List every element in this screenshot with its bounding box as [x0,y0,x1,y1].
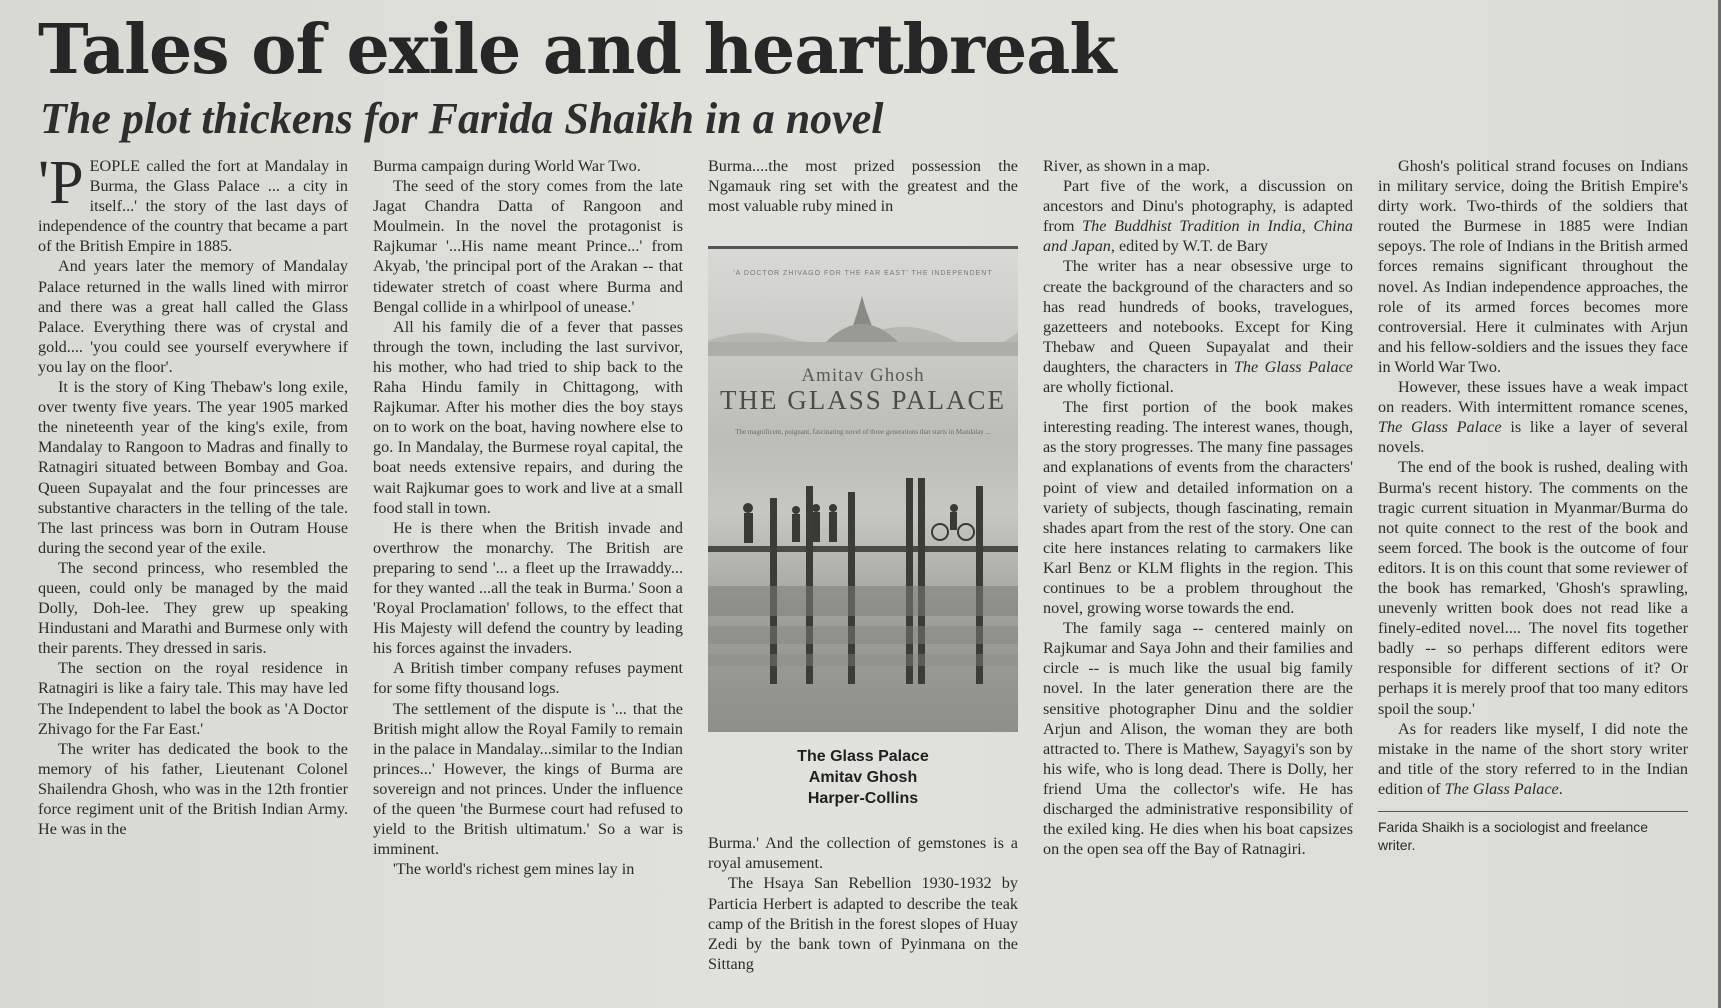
paragraph [1043,256,1353,397]
paragraph: Ghosh's political strand focuses on Indians in military service, doing the British Empire's dirty work. Two-thirds of the soldiers that routed the Burmese in 1885 were Indian sepoys. The role of Indians in the British armed forces remains significant throughout the novel. As Indian independence approaches, the role of its armed forces becomes more controversial. Here it culminates with Arjun and his fellow-soldiers and the issues they face in World War Two. [1378,157,1688,376]
subheadline: The plot thickens for Farida Shaikh in a novel [40,94,884,143]
paragraph [1378,719,1688,799]
caption-publisher: Harper-Collins [807,790,919,808]
paragraph-text: , edited by W.T. de Bary [1110,237,1268,256]
paragraph: It is the story of King Thebaw's long exile, over twenty five years. The year 1905 marked the nineteenth year of the king's exile, from Mandalay to Rangoon to Madras and finally to Ratnagiri situated between Bombay and Goa. Queen Supayalat and the four princesses are substantive characters in the telling of the tale. The last princess was born in Outram House during the second year of the exile. [38,378,348,557]
footnote-rule [1378,811,1688,812]
paragraph-text: is like a layer of several novels. [1378,418,1688,457]
paragraph: The section on the royal residence in Ratnagiri is like a fairy tale. This may have led The Independent to label the book as 'A Doctor Zhivago for the Far East.' [38,659,348,738]
paragraph: The seed of the story comes from the late Jagat Chandra Datta of Rangoon and Moulmein. In the novel the protagonist is Rajkumar '...His name meant Prince...' from Akyab, 'the principal port of the Arakan -- that tidewater stretch of coast where Burma and Bengal collide in a whirlpool of unease.' [373,177,683,316]
paragraph: Burma campaign during World War Two. [373,157,641,175]
column-3 [708,156,1018,986]
article-columns [38,156,1687,986]
book-title: The Glass Palace [1378,418,1502,437]
drop-cap: 'P [38,156,84,217]
paragraph: The Hsaya San Rebellion 1930-1932 by Particia Herbert is adapted to describe the teak camp of the British in the forest slopes of Huay Zedi by the bank town of Pyinmana on the Sittang [708,874,1018,973]
paragraph: And years later the memory of Mandalay Palace returned in the walls lined with mirror and there was a great hall called the Glass Palace. Everything there was of crystal and gold.... 'you could see yourself everywhere if you lay on the floor'. [38,257,348,376]
column-1 [38,156,348,986]
paragraph-text: are wholly fictional. [1043,378,1174,397]
paragraph: The first portion of the book makes interesting reading. The interest wanes, though, as the story progresses. The many fine passages and explanations of events from the characters' point of view and detailed information on a variety of subjects, though fascinating, remain shades apart from the rest of the story. One can cite here instances relating to carmakers like Karl Benz or KLM flights in the region. This continues to be a problem throughout the novel, growing worse towards the end. [1043,398,1353,618]
paragraph: The second princess, who resembled the queen, could only be managed by the maid Dolly, Doh-lee. They grew up speaking Hindustani and Marathi and Burmese only with their parents. They dressed in saris. [38,558,348,658]
book-title: The Glass Palace [1444,779,1559,798]
paragraph: 'The world's richest gem mines lay in [393,860,635,879]
paragraph [38,156,348,256]
headline: Tales of exile and heartbreak [38,10,1116,90]
paragraph [1043,176,1353,256]
book-title: The Buddhist Tradition in India, China and Japan [1043,217,1353,256]
book-title: The Glass Palace [1233,357,1353,376]
column-5 [1378,156,1688,986]
paragraph-text: EOPLE called the fort at Mandalay in Burma, the Glass Palace ... a city in itself...' the story of the last days of independence of the country that became a part of the British Empire in 1885. [38,157,348,256]
cover-tagline: 'A DOCTOR ZHIVAGO FOR THE FAR EAST' THE INDEPENDENT [733,270,993,278]
paragraph: Burma....the most prized possession the Ngamauk ring set with the greatest and the most valuable ruby mined in [708,157,1018,216]
paragraph: A British timber company refuses payment for some fifty thousand logs. [373,659,683,698]
paragraph-text: The writer has a near obsessive urge to create the background of the characters and so has read hundreds of books, travelogues, gazetteers and notebooks. Except for King Thebaw and Queen Supayalat and their daughters, the characters in [1043,257,1353,376]
column-4 [1043,156,1353,986]
paragraph: River, as shown in a map. [1043,157,1211,175]
paragraph: All his family die of a fever that passes through the town, including the last survivor, his mother, who had tried to ship back to the Raha Hindu family in Chittagong, with Rajkumar. After his mother dies the boy stays on to work on the boat, having nowhere else to go. In Mandalay, the Burmese royal capital, the boat needs extensive repairs, and during the wait Rajkumar goes to work and live at a small food stall in town. [373,317,683,517]
paragraph: The family saga -- centered mainly on Rajkumar and Saya John and their families and circle -- is much like the usual big family novel. In the later generation there are the sensitive photographer Dinu and the soldier Arjun and Alison, the woman they are both attracted to. There is Mathew, Sayagyi's son by his wife, who is long dead. There is Dolly, her friend Uma the collector's wife. He has discharged the administrative responsibility of the exiled king. He dies when his boat capsizes on the open sea off the Bay of Ratnagiri. [1043,619,1353,859]
paragraph: The writer has dedicated the book to the memory of his father, Lieutenant Colonel Shailendra Ghosh, who was in the 12th frontier force regiment unit of the British Indian Army. He was in the [38,739,348,839]
paragraph: He is there when the British invade and overthrow the monarchy. The British are preparing to send '... a fleet up the Irrawaddy... for they wanted ...all the teak in Burma.' Soon a 'Royal Proclamation' follows, to the effect that His Majesty will defend the country by leading his forces against the invaders. [373,518,683,658]
caption-title: The Glass Palace [797,748,929,766]
book-cover-image [708,246,1018,732]
cover-blurb: The magnificent, poignant, fascinating novel of three generations that starts in Mandalay ... [735,428,991,437]
author-note: Farida Shaikh is a sociologist and freelance writer. [1378,819,1649,853]
paragraph: Burma.' And the collection of gemstones is a royal amusement. [708,834,1018,873]
caption-author: Amitav Ghosh [808,769,918,787]
column-2 [373,156,683,986]
paragraph: The end of the book is rushed, dealing with Burma's recent history. The comments on the tragic current situation in Myanmar/Burma do not quite connect to the rest of the book and seem forced. The book is the outcome of four editors. It is on this count that some reviewer of the book has remarked, 'Ghosh's sprawling, unevenly written book does not read like a finely-edited novel.... The novel fits together badly -- so perhaps different editors were responsible for different sections of it? Or perhaps it is merely proof that too many editors spoil the soup.' [1378,458,1688,718]
cover-author: Amitav Ghosh [801,365,925,387]
paragraph [1378,377,1688,457]
paragraph-text: However, these issues have a weak impact on readers. With intermittent romance scenes, [1378,378,1688,417]
paragraph: The settlement of the dispute is '... that the British might allow the Royal Family to remain in the palace in Mandalay...similar to the Indian princes...' However, the kings of Burma are sovereign and not princes. Under the influence of the queen 'the Burmese court had refused to yield to the British ultimatum.' So a war is imminent. [373,699,683,859]
paragraph-text: As for readers like myself, I did note the mistake in the name of the short story writer and title of the story referred to in the Indian edition of [1378,719,1688,798]
cover-title: THE GLASS PALACE [719,385,1007,416]
cover-illustration [708,246,1018,732]
image-caption [708,746,1018,809]
paragraph-text: Part five of the work, a discussion on ancestors and Dinu's photography, is adapted from [1043,177,1353,236]
paragraph-text: . [1558,779,1563,798]
